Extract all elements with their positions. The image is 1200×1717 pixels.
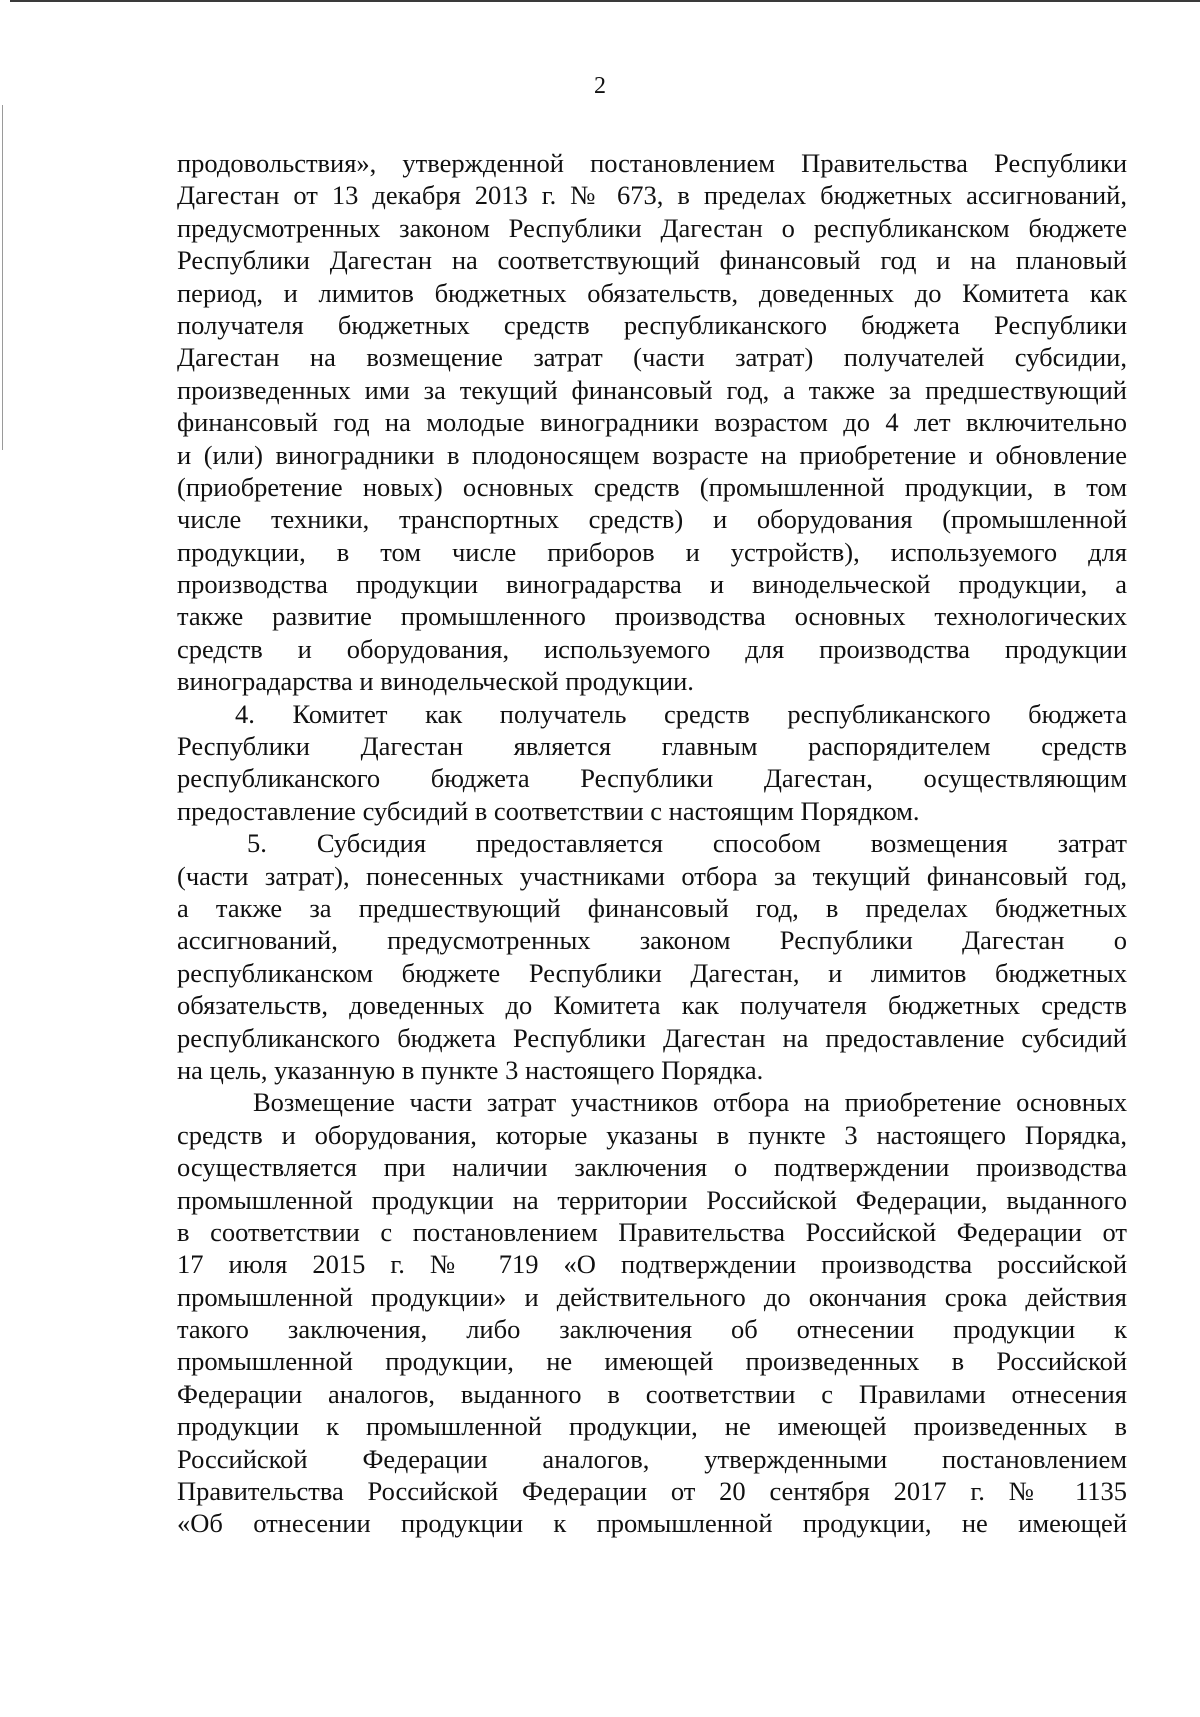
paragraph-reimbursement-first-line: Возмещение части затрат участников отбора на приобретение основных: [253, 1087, 1127, 1118]
text-line: республиканском бюджете Республики Дагестан, и лимитов бюджетных: [177, 957, 1127, 988]
text-line: а также за предшествующий финансовый год, в пределах бюджетных: [177, 892, 1127, 923]
text-line: продукции, в том числе приборов и устройств), используемого для: [177, 536, 1127, 567]
text-line: средств и оборудования, используемого для производства продукции: [177, 633, 1127, 664]
text-line: республиканского бюджета Республики Дагестан, осуществляющим: [177, 763, 1127, 794]
text-line: период, и лимитов бюджетных обязательств, доведенных до Комитета как: [177, 277, 1127, 308]
text-line: промышленной продукции на территории Российской Федерации, выданного: [177, 1184, 1127, 1215]
text-line: Дагестан на возмещение затрат (части затрат) получателей субсидии,: [177, 342, 1127, 373]
text-line: осуществляется при наличии заключения о подтверждении производства: [177, 1152, 1127, 1183]
text-line: обязательств, доведенных до Комитета как получателя бюджетных средств: [177, 990, 1127, 1021]
text-line: ассигнований, предусмотренных законом Республики Дагестан о: [177, 925, 1127, 956]
text-line: Российской Федерации аналогов, утвержденными постановлением: [177, 1443, 1127, 1474]
text-line: продукции к промышленной продукции, не имеющей произведенных в: [177, 1411, 1127, 1442]
text-line: производства продукции виноградарства и винодельческой продукции, а: [177, 569, 1127, 600]
text-line: 17 июля 2015 г. № 719 «О подтверждении производства российской: [177, 1249, 1127, 1280]
text-line: промышленной продукции» и действительного до окончания срока действия: [177, 1281, 1127, 1312]
text-line: финансовый год на молодые виноградники возрастом до 4 лет включительно: [177, 407, 1127, 438]
text-line: виноградарства и винодельческой продукции.: [177, 666, 694, 697]
text-line: и (или) виноградники в плодоносящем возрасте на приобретение и обновление: [177, 439, 1127, 470]
text-line: «Об отнесении продукции к промышленной продукции, не имеющей: [177, 1508, 1127, 1539]
text-line: в соответствии с постановлением Правительства Российской Федерации от: [177, 1216, 1127, 1247]
text-line: Республики Дагестан на соответствующий финансовый год и на плановый: [177, 245, 1127, 276]
scan-left-mark: [2, 105, 3, 450]
text-line: средств и оборудования, которые указаны в пункте 3 настоящего Порядка,: [177, 1119, 1127, 1150]
text-line: также развитие промышленного производства основных технологических: [177, 601, 1127, 632]
text-line: Дагестан от 13 декабря 2013 г. № 673, в пределах бюджетных ассигнований,: [177, 180, 1127, 211]
body-text: [177, 147, 1127, 1540]
text-line: получателя бюджетных средств республиканского бюджета Республики: [177, 309, 1127, 340]
text-line: на цель, указанную в пункте 3 настоящего Порядка.: [177, 1054, 764, 1085]
text-line: Федерации аналогов, выданного в соответствии с Правилами отнесения: [177, 1378, 1127, 1409]
text-line: промышленной продукции, не имеющей произведенных в Российской: [177, 1346, 1127, 1377]
paragraph-5-first-line: 5. Субсидия предоставляется способом возмещения затрат: [247, 828, 1127, 859]
paragraph-4-first-line: 4. Комитет как получатель средств республиканского бюджета: [235, 698, 1127, 729]
text-line: Правительства Российской Федерации от 20 сентября 2017 г. № 1135: [177, 1476, 1127, 1507]
page-number: 2: [594, 73, 606, 99]
text-line: продовольствия», утвержденной постановлением Правительства Республики: [177, 148, 1127, 178]
text-line: Республики Дагестан является главным распорядителем средств: [177, 731, 1127, 762]
text-line: такого заключения, либо заключения об отнесении продукции к: [177, 1314, 1127, 1345]
text-line: предусмотренных законом Республики Дагестан о республиканском бюджете: [177, 212, 1127, 243]
text-line: республиканского бюджета Республики Дагестан на предоставление субсидий: [177, 1022, 1127, 1053]
text-line: (части затрат), понесенных участниками отбора за текущий финансовый год,: [177, 860, 1127, 891]
text-line: произведенных ими за текущий финансовый год, а также за предшествующий: [177, 374, 1127, 405]
text-line: предоставление субсидий в соответствии с настоящим Порядком.: [177, 795, 920, 826]
text-line: (приобретение новых) основных средств (промышленной продукции, в том: [177, 471, 1127, 502]
text-line: числе техники, транспортных средств) и оборудования (промышленной: [177, 504, 1127, 535]
scan-top-edge: [10, 0, 1200, 2]
